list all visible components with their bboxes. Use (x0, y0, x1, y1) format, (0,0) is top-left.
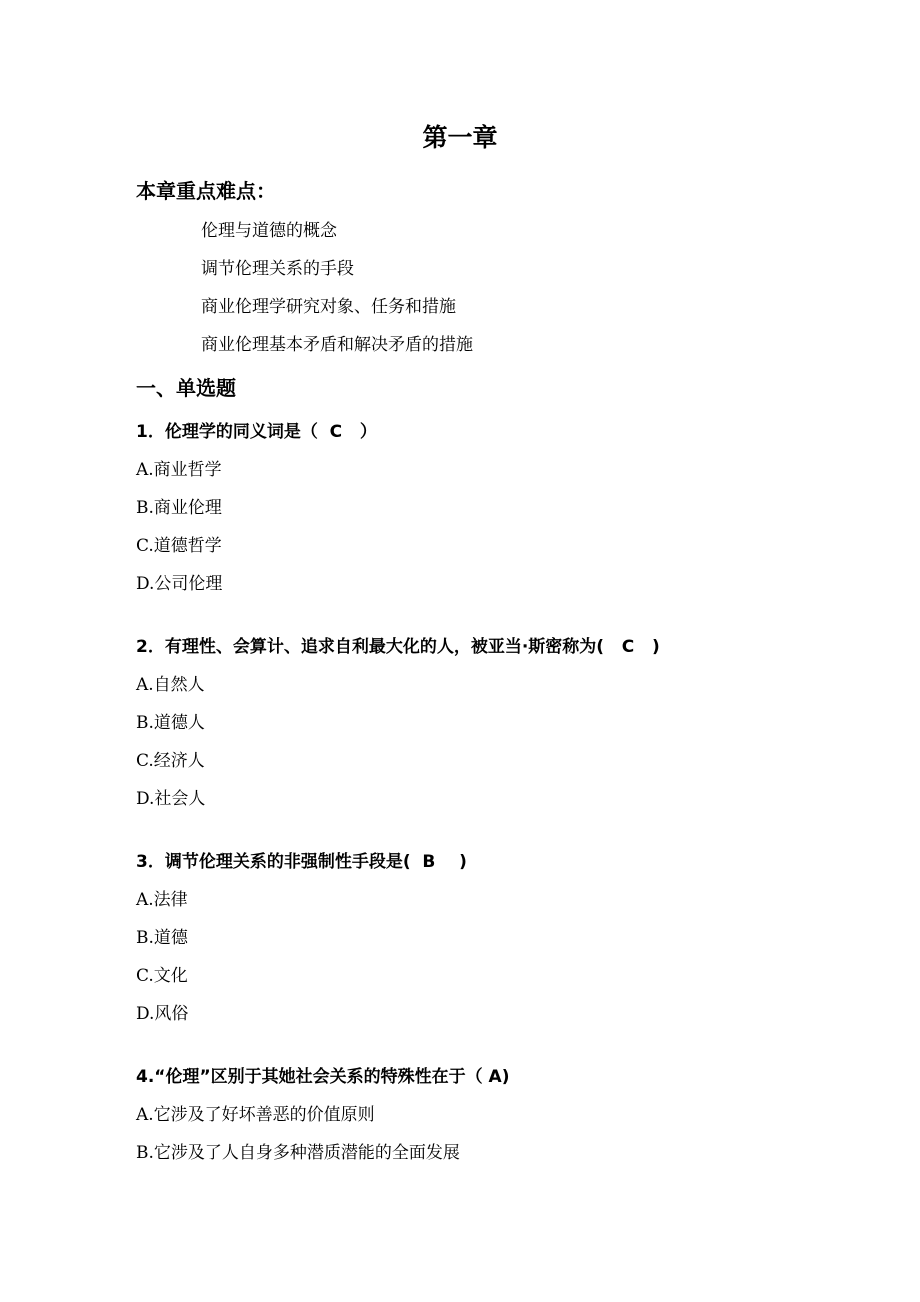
key-point-item: 商业伦理学研究对象、任务和措施 (201, 297, 456, 317)
answer-option: A.自然人 (136, 675, 205, 695)
chapter-title: 第一章 (422, 123, 498, 152)
answer-option: B.道德人 (136, 713, 205, 733)
question-text: 1．伦理学的同义词是（ C ） (136, 422, 377, 442)
answer-option: D.风俗 (136, 1004, 189, 1024)
key-points-heading: 本章重点难点： (136, 179, 276, 203)
answer-option: C.经济人 (136, 751, 205, 771)
question-text: 3．调节伦理关系的非强制性手段是( B ) (136, 852, 467, 872)
answer-option: B.它涉及了人自身多种潜质潜能的全面发展 (136, 1143, 460, 1163)
key-point-item: 商业伦理基本矛盾和解决矛盾的措施 (201, 335, 473, 355)
answer-option: B.道德 (136, 928, 188, 948)
section-heading: 一、单选题 (136, 376, 236, 400)
answer-option: D.公司伦理 (136, 574, 223, 594)
key-point-item: 调节伦理关系的手段 (201, 259, 354, 279)
question-text: 2．有理性、会算计、追求自利最大化的人，被亚当·斯密称为( C ) (136, 637, 660, 657)
answer-option: C.道德哲学 (136, 536, 222, 556)
answer-option: A.它涉及了好坏善恶的价值原则 (136, 1105, 375, 1125)
answer-option: A.商业哲学 (136, 460, 222, 480)
question-text: 4.“伦理”区别于其她社会关系的特殊性在于（ A) (136, 1067, 510, 1087)
answer-option: A.法律 (136, 890, 188, 910)
answer-option: C.文化 (136, 966, 188, 986)
key-point-item: 伦理与道德的概念 (201, 221, 337, 241)
answer-option: B.商业伦理 (136, 498, 222, 518)
answer-option: D.社会人 (136, 789, 206, 809)
